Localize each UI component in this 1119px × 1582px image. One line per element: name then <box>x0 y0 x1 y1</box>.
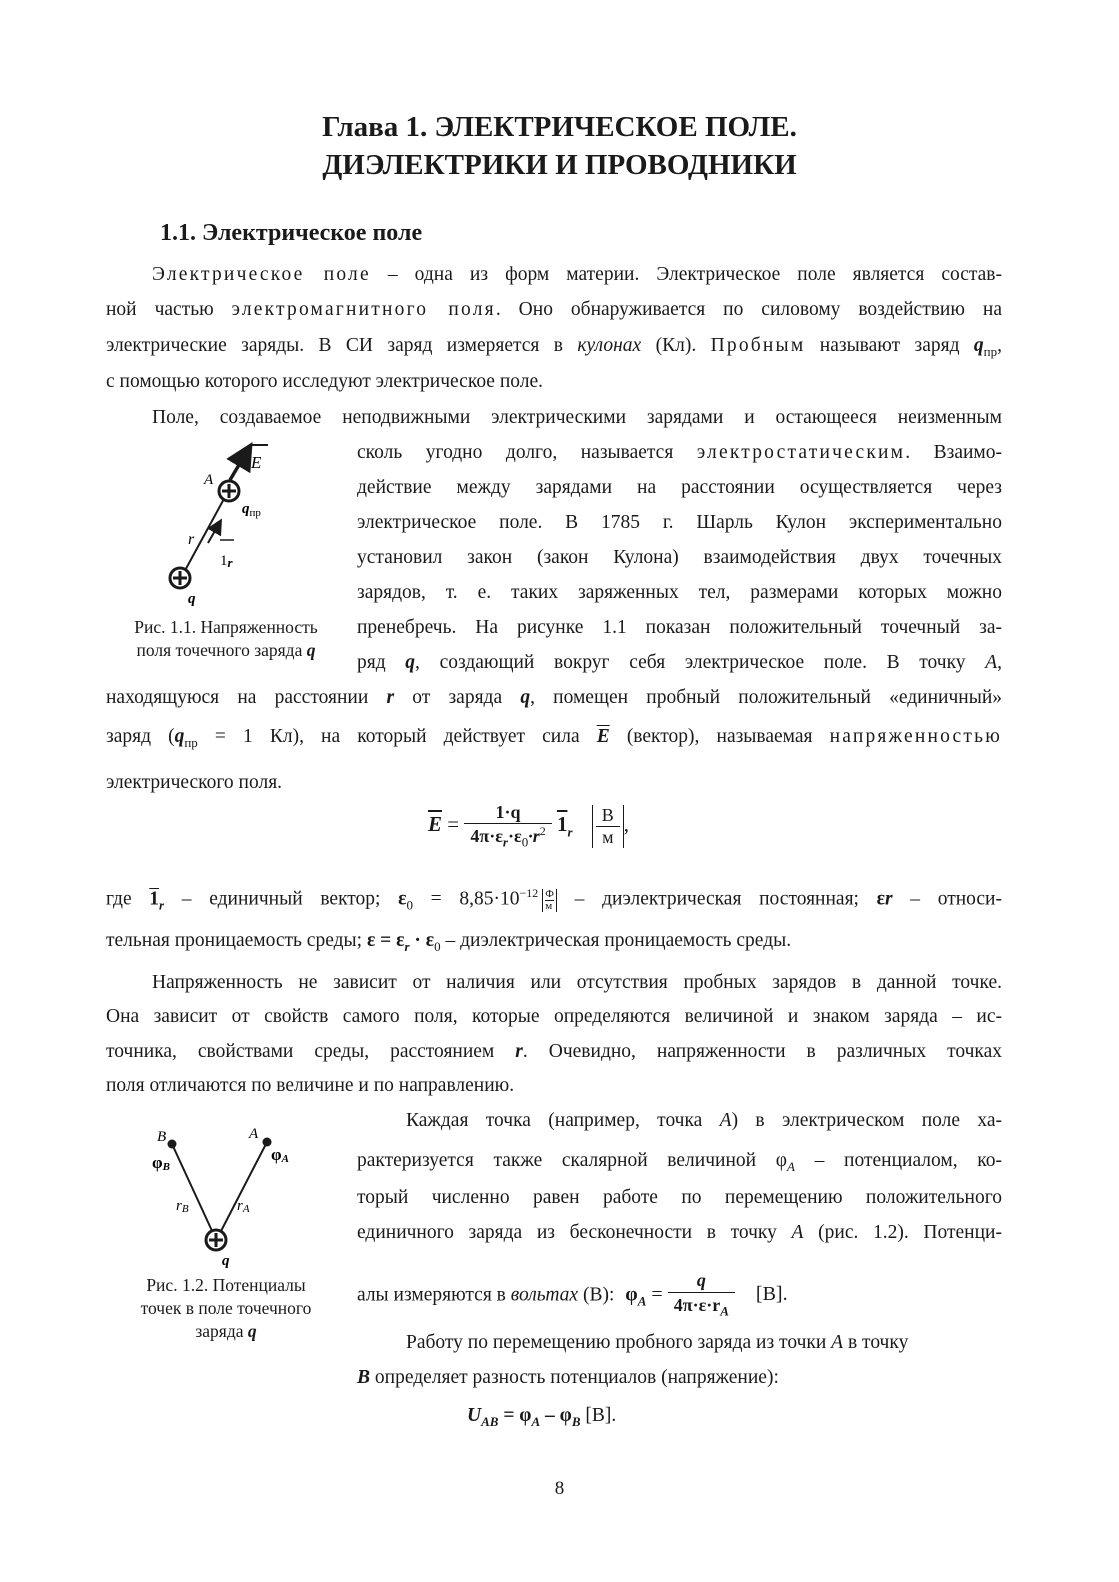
svg-text:1r: 1r <box>220 553 233 570</box>
figure-1-1-caption: Рис. 1.1. Напряженность поля точечного заряда q <box>134 617 318 660</box>
equation-potential: $\varphi_A$ = $\frac{q}{4\pi\cdot\varepsilon\cdot r_A}$ [В]. <box>625 1270 788 1319</box>
p2-line-4: электрическое поле. В 1785 г. Шарль Кулон экспериментально <box>357 512 1002 533</box>
p1-line-1: Электрическое поле – одна из форм материи. Электрическое поле является состав- <box>152 264 1003 285</box>
p2-line-8: ряд q, создающий вокруг себя электрическое поле. В точку A, <box>357 652 1002 673</box>
p3-line-1: где $1_r$ – единичный вектор; $\varepsilon_0 = 8,85\cdot 10^{-12}$ Ф м – диэлектрическая постоянная; εr – относи- <box>106 886 1002 913</box>
point-b <box>168 1140 177 1149</box>
label-qpr: q <box>242 501 250 517</box>
label-q: q <box>222 1253 230 1269</box>
section-title: 1.1. Электрическое поле <box>160 220 423 246</box>
p2-line-3: действие между зарядами на расстоянии осуществляется через <box>357 477 1002 498</box>
p6-line-2: B определяет разность потенциалов (напряжение): <box>357 1367 779 1388</box>
svg-text:φA: φA <box>271 1145 289 1165</box>
p2-line-9: находящуюся на расстоянии r от заряда q, помещен пробный положительный «единичный» <box>106 687 1003 708</box>
p5-line-1: Каждая точка (например, точка A) в электрическом поле ха- <box>406 1110 1002 1131</box>
term-em-field: электромагнитного поля <box>231 299 496 320</box>
figure-1-2 <box>140 1120 340 1270</box>
label-phi-b: φ <box>152 1153 163 1172</box>
p1-line-2: ной частью электромагнитного поля. Оно обнаруживается по силовому воздействию на <box>106 299 1002 320</box>
p5-line-2: рактеризуется также скалярной величиной $\varphi_A$ – потенциалом, ко- <box>357 1150 1002 1174</box>
label-ra: r <box>237 1198 243 1214</box>
p4-line-2: Она зависит от свойств самого поля, которые определяются величиной и знаком заряда – ис- <box>106 1006 1002 1027</box>
page-number: 8 <box>554 1478 565 1499</box>
p2-line-5: установил закон (закон Кулона) взаимодействия двух точечных <box>357 547 1002 568</box>
label-a: A <box>204 472 214 488</box>
chapter-title-line-1: Глава 1. ЭЛЕКТРИЧЕСКОЕ ПОЛЕ. <box>322 111 797 143</box>
svg-text:φB: φB <box>152 1153 170 1173</box>
p5-line-5: алы измеряются в вольтах (В): $\varphi_A$ = $\frac{q}{4\pi\cdot\varepsilon\cdot r_A}$ [В]. <box>357 1268 788 1324</box>
label-e: E <box>251 453 262 472</box>
line-to-a <box>220 1142 267 1233</box>
svg-text:rA: rA <box>237 1198 250 1215</box>
p2-line-1: Поле, создаваемое неподвижными электрическими зарядами и остающееся неизменным <box>152 407 1002 428</box>
label-rb: r <box>176 1198 182 1214</box>
equation-field-strength: $\overline{E}$ = $\frac{1\cdot q}{4\pi\cdot\varepsilon_r\cdot\varepsilon_0\cdot r^2}$ $1_r$ $\frac{В}{м}$ , <box>428 802 630 850</box>
p3-line-2: тельная проницаемость среды; $\varepsilon = \varepsilon_r \cdot \varepsilon_0$ – диэлектрическая проницаемость среды. <box>106 930 792 954</box>
p2-line-10: заряд ($q_{пр} = 1$ Кл), на который действует сила $\overline{E}$ (вектор), называемая напряженностью <box>106 726 1002 750</box>
label-q: q <box>188 591 196 607</box>
label-b: B <box>157 1129 167 1145</box>
p2-line-2: сколь угодно долго, называется электростатическим. Взаимо- <box>357 442 1002 463</box>
test-charge <box>219 481 239 501</box>
p6-line-1: Работу по перемещению пробного заряда из точки A в точку <box>406 1332 909 1353</box>
p4-line-4: поля отличаются по величине и по направлению. <box>106 1075 515 1096</box>
figure-1-2-caption: Рис. 1.2. Потенциалы точек в поле точечного заряда q <box>140 1275 312 1341</box>
equation-voltage: $U_{AB} = \varphi_A - \varphi_B$ [В]. <box>467 1405 617 1429</box>
charge-q <box>206 1230 226 1250</box>
p2-line-11: электрического поля. <box>106 772 283 793</box>
p2-line-6: зарядов, т. е. таких заряженных тел, размерами которых можно <box>357 582 1002 603</box>
p4-line-1: Напряженность не зависит от наличия или отсутствия пробных зарядов в данной точке. <box>152 972 1002 993</box>
term-electric-field: Электрическое поле <box>152 264 371 285</box>
svg-text:rB: rB <box>176 1198 189 1215</box>
p2-line-7: пренебречь. На рисунке 1.1 показан положительный точечный за- <box>357 617 1002 638</box>
figure-1-1 <box>150 440 300 610</box>
vector-e-arrow <box>230 448 249 480</box>
label-unit: 1 <box>220 553 228 569</box>
label-a: A <box>249 1126 259 1142</box>
line-to-b <box>172 1144 213 1233</box>
source-charge <box>170 568 190 588</box>
p5-line-3: торый численно равен работе по перемещению положительного <box>357 1187 1002 1208</box>
label-phi-a: φ <box>271 1145 282 1164</box>
chapter-title-line-2: ДИЭЛЕКТРИКИ И ПРОВОДНИКИ <box>322 149 797 181</box>
p1-line-4: с помощью которого исследуют электрическое поле. <box>106 371 544 392</box>
p1-line-3: электрические заряды. В СИ заряд измеряется в кулонах (Кл). Пробным называют заряд $q_{пр}$, <box>106 335 1002 359</box>
p5-line-4: единичного заряда из бесконечности в точку A (рис. 1.2). Потенци- <box>357 1222 1002 1243</box>
svg-text:qпр: $q_{пр}$ <box>242 501 261 519</box>
label-r: r <box>188 531 195 548</box>
p4-line-3: точника, свойствами среды, расстоянием r. Очевидно, напряженности в различных точках <box>106 1041 1002 1062</box>
